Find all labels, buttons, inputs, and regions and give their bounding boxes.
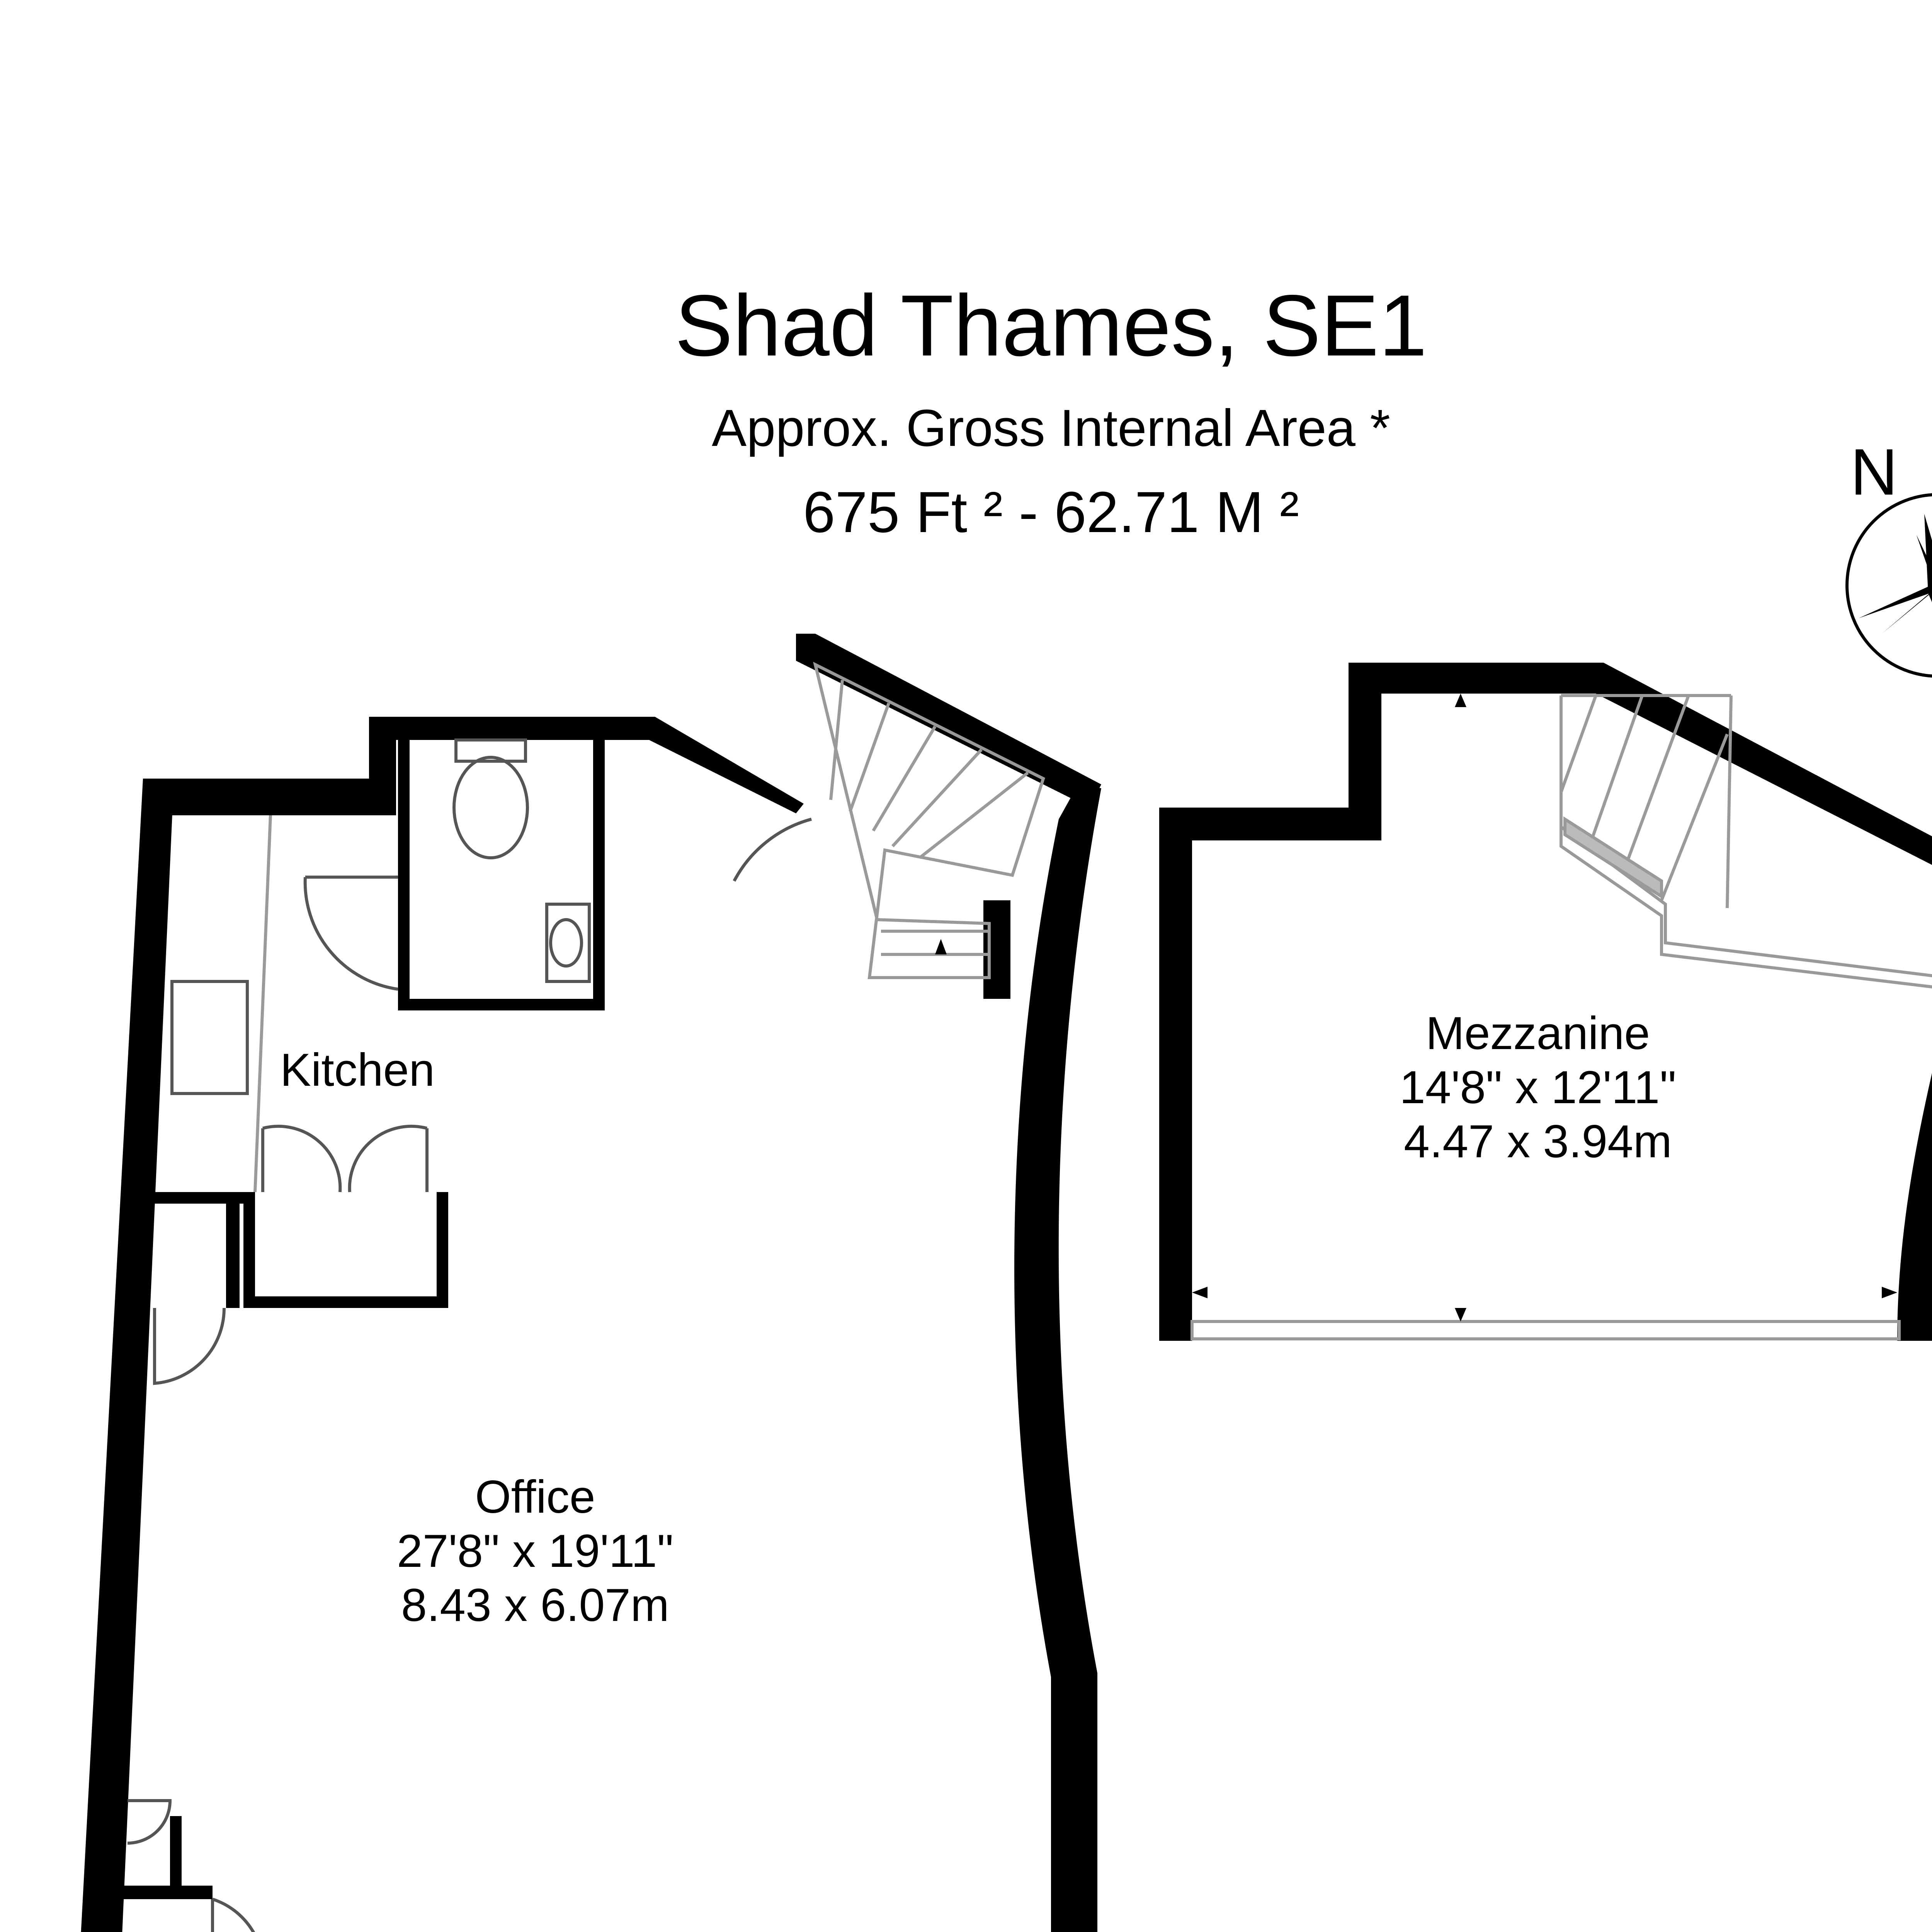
room-dimensions-office-metric: 8.43 x 6.07m [401,1579,669,1631]
compass-rose-icon [1847,435,1932,676]
area-subtitle: Approx. Gross Internal Area * [712,399,1390,457]
room-dimensions-mezzanine-imperial: 14'8" x 12'11" [1400,1061,1676,1113]
gross-area: 675 Ft ² - 62.71 M ² [803,480,1299,544]
room-dimensions-office-imperial: 27'8" x 19'11" [397,1525,673,1577]
room-label-mezzanine: Mezzanine [1425,1007,1650,1059]
room-label-office: Office [475,1471,595,1523]
compass-north-label: N [1850,435,1898,509]
measurement-markers [116,726,1051,1932]
room-dimensions-mezzanine-metric: 4.47 x 3.94m [1404,1116,1672,1167]
room-label-kitchen: Kitchen [280,1044,435,1096]
ground-floor-walls [73,634,1101,1932]
plan-title: Shad Thames, SE1 [675,277,1427,374]
mezzanine-walls [1159,663,1932,1341]
